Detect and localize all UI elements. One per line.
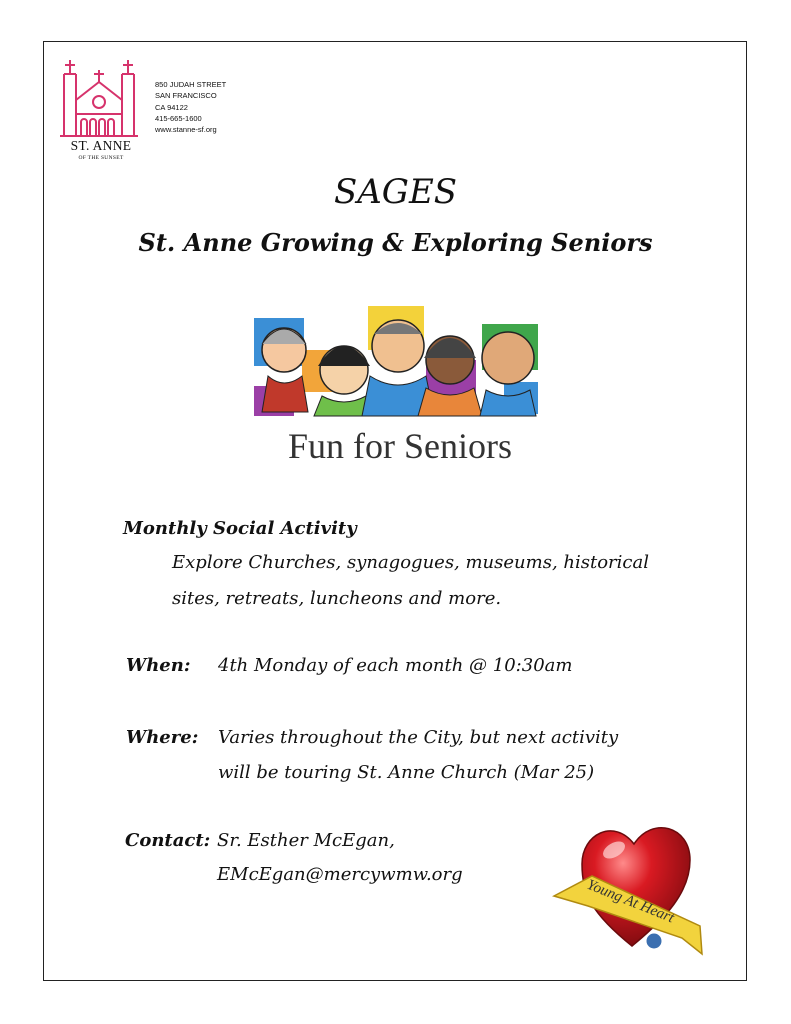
address-city: SAN FRANCISCO [155, 91, 217, 101]
seniors-clipart-image [250, 300, 542, 472]
when-value: 4th Monday of each month @ 10:30am [218, 655, 573, 676]
page-title: SAGES [333, 172, 458, 212]
address-street: 850 JUDAH STREET [155, 80, 227, 89]
activity-line-1: Explore Churches, synagogues, museums, historical [172, 552, 649, 573]
contact-email[interactable]: EMcEgan@mercywmw.org [217, 864, 463, 885]
address-phone: 415-665-1600 [155, 113, 202, 123]
where-label: Where: [126, 727, 199, 748]
contact-label: Contact: [125, 830, 211, 851]
contact-name: Sr. Esther McEgan, [217, 830, 395, 851]
where-line-2: will be touring St. Anne Church (Mar 25) [218, 762, 595, 783]
where-line-1: Varies throughout the City, but next activity [218, 727, 619, 748]
address-website: www.stanne-sf.org [155, 125, 217, 135]
when-label: When: [126, 655, 191, 676]
heart-banner-text: Young At Heart [584, 876, 677, 927]
page-subtitle: St. Anne Growing & Exploring Seniors [138, 228, 653, 257]
logo-name: ST. ANNE [70, 138, 132, 153]
logo-subtitle: OF THE SUNSET [78, 155, 124, 161]
clipart-caption: Fun for Seniors [288, 426, 512, 466]
address-zip: CA 94122 [155, 102, 188, 112]
activity-line-2: sites, retreats, luncheons and more. [172, 588, 502, 609]
address-block [155, 79, 226, 135]
heart-icon [552, 806, 722, 966]
activity-heading: Monthly Social Activity [123, 518, 357, 539]
